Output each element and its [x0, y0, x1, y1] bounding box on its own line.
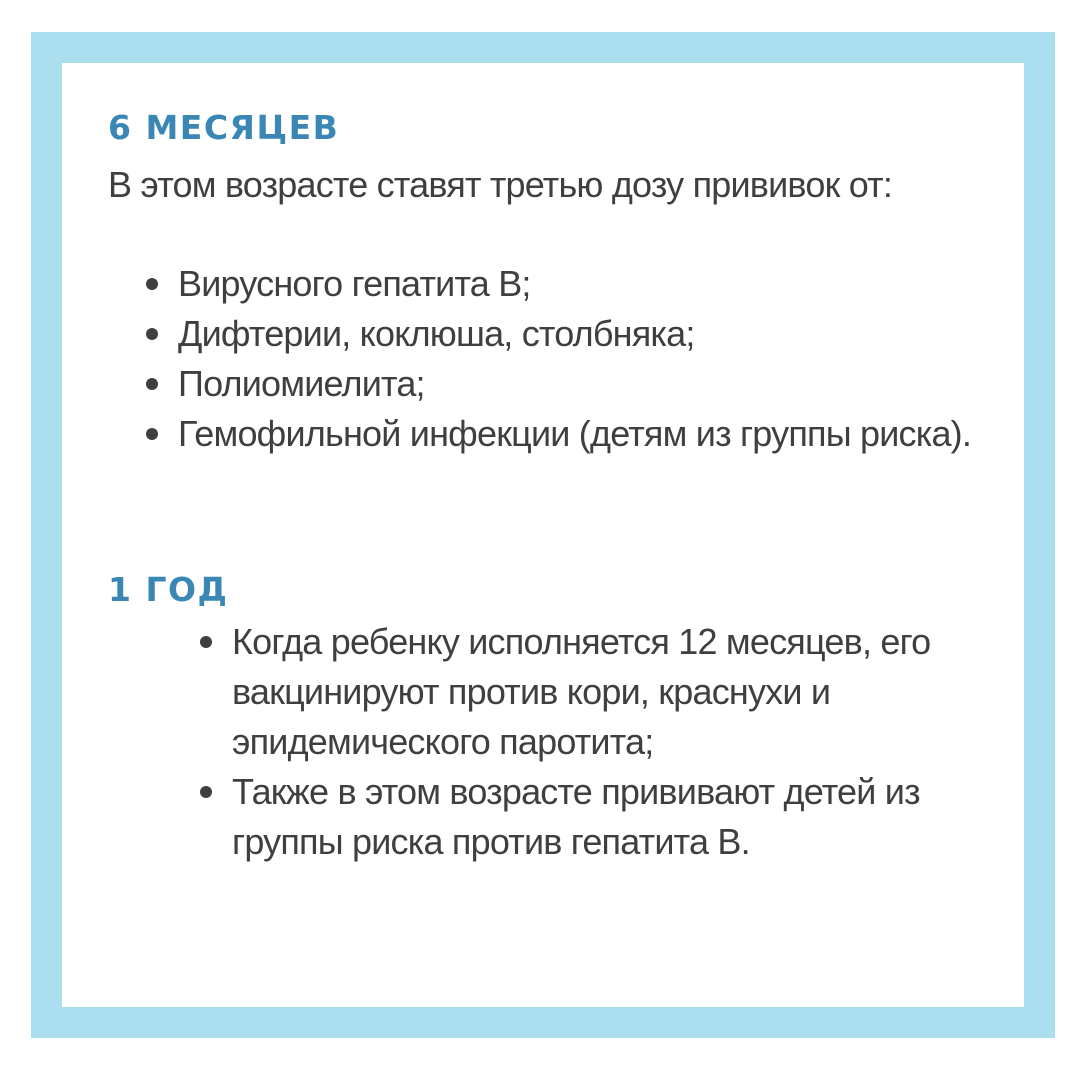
list-item: Гемофильной инфекции (детям из группы риска). — [178, 409, 998, 459]
list-item: Дифтерии, коклюша, столбняка; — [178, 309, 998, 359]
section-intro: В этом возрасте ставят третью дозу прививок от: — [108, 164, 893, 205]
section-title-1-year: 1 ГОД — [108, 570, 229, 609]
section-title-6-months: 6 МЕСЯЦЕВ — [108, 108, 340, 147]
vaccine-list-1-year — [232, 617, 1012, 867]
list-item: Когда ребенку исполняется 12 месяцев, его вакцинируют против кори, краснухи и эпидемического паротита; — [232, 617, 1012, 767]
vaccine-list-6-months — [178, 259, 998, 459]
list-item: Вирусного гепатита В; — [178, 259, 998, 309]
list-item: Также в этом возрасте прививают детей из группы риска против гепатита В. — [232, 767, 1012, 867]
list-item: Полиомиелита; — [178, 359, 998, 409]
